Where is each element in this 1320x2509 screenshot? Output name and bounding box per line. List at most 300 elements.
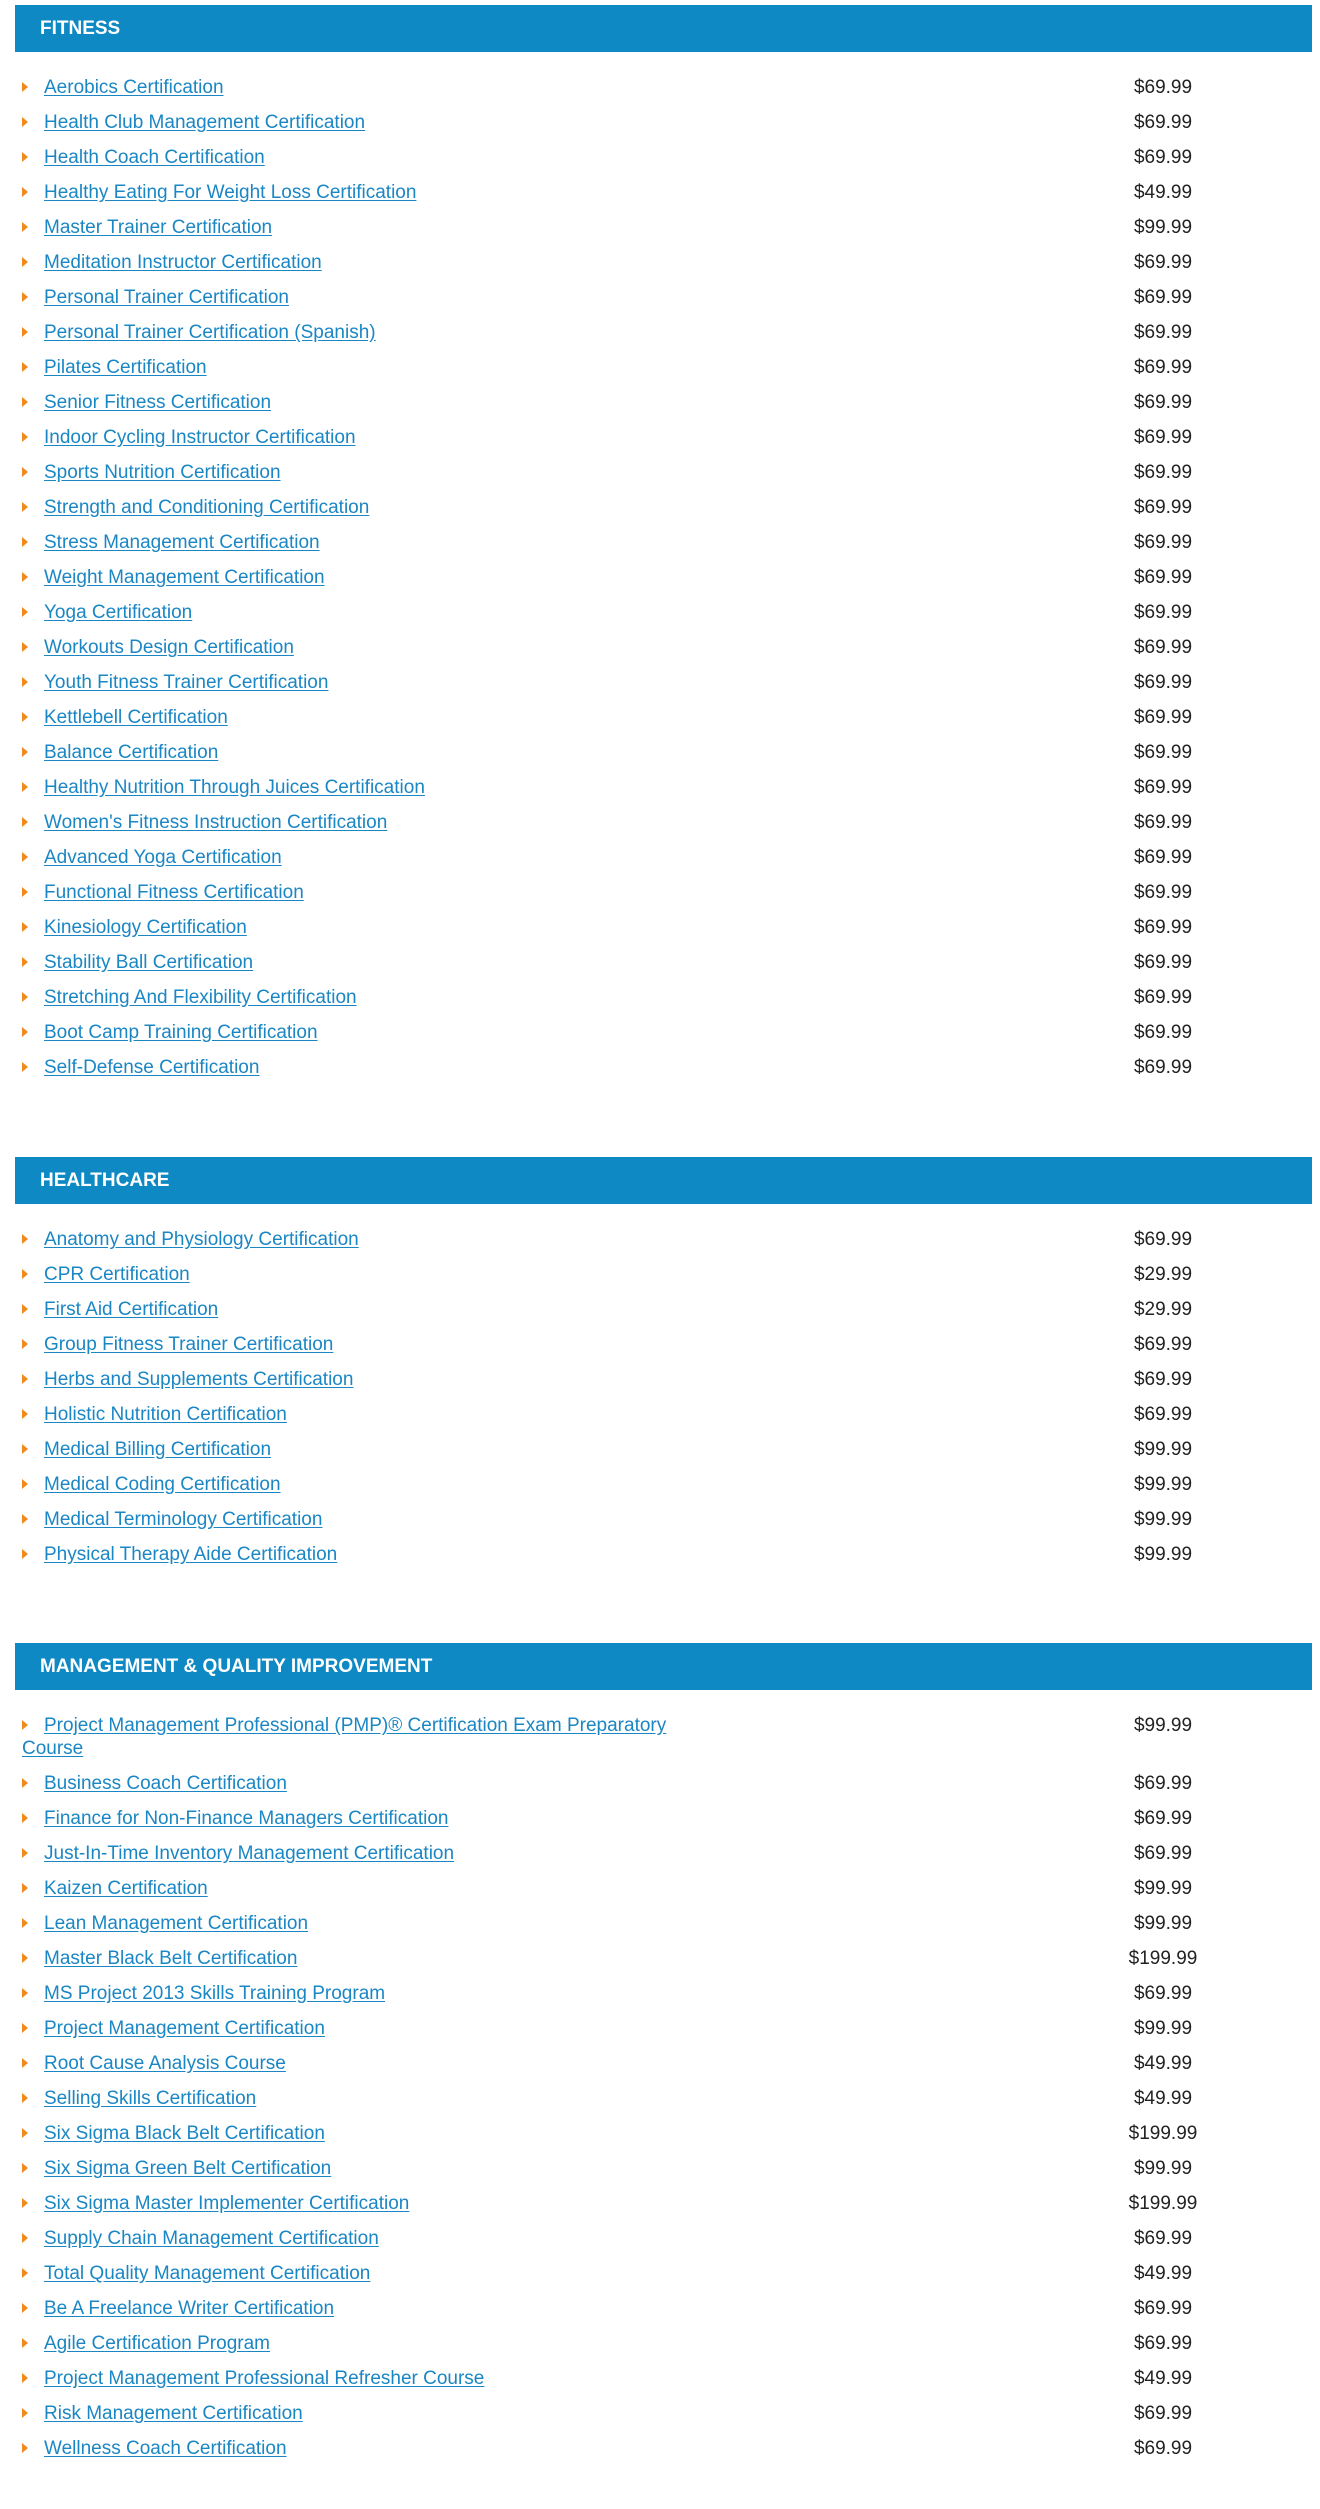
course-row bbox=[0, 1397, 1320, 1432]
course-link[interactable]: Healthy Eating For Weight Loss Certification bbox=[44, 182, 417, 203]
course-price: $99.99 bbox=[1133, 1439, 1193, 1460]
course-name-cell bbox=[0, 1537, 705, 1566]
course-row bbox=[0, 2326, 1320, 2361]
course-name-cell bbox=[0, 700, 705, 729]
course-row bbox=[0, 945, 1320, 980]
course-row bbox=[0, 1906, 1320, 1941]
course-price: $69.99 bbox=[1133, 287, 1193, 308]
course-price: $99.99 bbox=[1133, 1474, 1193, 1495]
course-name-cell bbox=[0, 1976, 705, 2005]
bullet-arrow-icon bbox=[22, 607, 28, 617]
course-price: $69.99 bbox=[1133, 2438, 1193, 2459]
bullet-arrow-icon bbox=[22, 2443, 28, 2453]
course-link[interactable]: Six Sigma Green Belt Certification bbox=[44, 2158, 332, 2179]
course-name-cell bbox=[0, 1432, 705, 1461]
course-price: $99.99 bbox=[1133, 1913, 1193, 1934]
course-price: $49.99 bbox=[1133, 2053, 1193, 2074]
course-price: $49.99 bbox=[1133, 2088, 1193, 2109]
course-row bbox=[0, 2361, 1320, 2396]
course-row bbox=[0, 105, 1320, 140]
course-name-cell bbox=[0, 2291, 705, 2320]
course-price: $69.99 bbox=[1133, 637, 1193, 658]
course-name-cell bbox=[0, 2186, 705, 2215]
course-row bbox=[0, 1537, 1320, 1572]
course-name-cell bbox=[0, 630, 705, 659]
course-name-cell bbox=[0, 945, 705, 974]
course-row bbox=[0, 2046, 1320, 2081]
bullet-arrow-icon bbox=[22, 712, 28, 722]
course-link[interactable]: Medical Terminology Certification bbox=[44, 1509, 323, 1530]
course-name-cell bbox=[0, 350, 705, 379]
course-name-cell bbox=[0, 735, 705, 764]
bullet-arrow-icon bbox=[22, 2373, 28, 2383]
course-name-cell bbox=[0, 1941, 705, 1970]
course-price: $69.99 bbox=[1133, 742, 1193, 763]
course-link[interactable]: Medical Coding Certification bbox=[44, 1474, 281, 1495]
section-header: FITNESS bbox=[15, 5, 1312, 52]
bullet-arrow-icon bbox=[22, 782, 28, 792]
course-row bbox=[0, 2396, 1320, 2431]
course-price: $69.99 bbox=[1133, 567, 1193, 588]
course-name-cell bbox=[0, 595, 705, 624]
course-name-cell bbox=[0, 1257, 705, 1286]
course-link[interactable]: Kettlebell Certification bbox=[44, 707, 228, 728]
course-row bbox=[0, 1050, 1320, 1085]
bullet-arrow-icon bbox=[22, 1062, 28, 1072]
course-row bbox=[0, 175, 1320, 210]
course-name-cell bbox=[0, 70, 705, 99]
course-row bbox=[0, 1766, 1320, 1801]
course-name-cell bbox=[0, 525, 705, 554]
course-price: $69.99 bbox=[1133, 77, 1193, 98]
course-price: $99.99 bbox=[1133, 217, 1193, 238]
course-name-cell bbox=[0, 2046, 705, 2075]
course-name-cell bbox=[0, 210, 705, 239]
course-list bbox=[0, 1222, 1320, 1572]
course-name-cell bbox=[0, 105, 705, 134]
course-link[interactable]: Anatomy and Physiology Certification bbox=[44, 1229, 359, 1250]
course-price: $69.99 bbox=[1133, 1369, 1193, 1390]
course-list bbox=[0, 70, 1320, 1085]
course-row bbox=[0, 1976, 1320, 2011]
section-header: MANAGEMENT & QUALITY IMPROVEMENT bbox=[15, 1643, 1312, 1690]
course-name-cell bbox=[0, 1397, 705, 1426]
course-link[interactable]: Sports Nutrition Certification bbox=[44, 462, 281, 483]
bullet-arrow-icon bbox=[22, 887, 28, 897]
course-name-cell bbox=[0, 875, 705, 904]
course-link[interactable]: Kinesiology Certification bbox=[44, 917, 247, 938]
bullet-arrow-icon bbox=[22, 2338, 28, 2348]
course-row bbox=[0, 735, 1320, 770]
course-name-cell bbox=[0, 1362, 705, 1391]
course-row bbox=[0, 1222, 1320, 1257]
course-link[interactable]: Health Coach Certification bbox=[44, 147, 265, 168]
course-row bbox=[0, 2011, 1320, 2046]
course-row bbox=[0, 1941, 1320, 1976]
course-row bbox=[0, 560, 1320, 595]
course-link[interactable]: Senior Fitness Certification bbox=[44, 392, 272, 413]
course-price: $69.99 bbox=[1133, 1808, 1193, 1829]
course-link[interactable]: Holistic Nutrition Certification bbox=[44, 1404, 287, 1425]
bullet-arrow-icon bbox=[22, 2198, 28, 2208]
course-row bbox=[0, 595, 1320, 630]
bullet-arrow-icon bbox=[22, 1234, 28, 1244]
course-price: $69.99 bbox=[1133, 252, 1193, 273]
bullet-arrow-icon bbox=[22, 2023, 28, 2033]
bullet-arrow-icon bbox=[22, 292, 28, 302]
course-row bbox=[0, 1708, 1320, 1766]
bullet-arrow-icon bbox=[22, 1027, 28, 1037]
bullet-arrow-icon bbox=[22, 2163, 28, 2173]
bullet-arrow-icon bbox=[22, 432, 28, 442]
course-name-cell bbox=[0, 1871, 705, 1900]
bullet-arrow-icon bbox=[22, 2233, 28, 2243]
course-row bbox=[0, 840, 1320, 875]
bullet-arrow-icon bbox=[22, 1304, 28, 1314]
course-name-cell bbox=[0, 980, 705, 1009]
course-link[interactable]: Six Sigma Master Implementer Certification bbox=[44, 2193, 410, 2214]
course-link[interactable]: Self-Defense Certification bbox=[44, 1057, 260, 1078]
bullet-arrow-icon bbox=[22, 1720, 28, 1730]
course-row bbox=[0, 2256, 1320, 2291]
course-row bbox=[0, 2186, 1320, 2221]
course-link[interactable]: Strength and Conditioning Certification bbox=[44, 497, 370, 518]
course-link[interactable]: Herbs and Supplements Certification bbox=[44, 1369, 354, 1390]
course-link[interactable]: Yoga Certification bbox=[44, 602, 193, 623]
bullet-arrow-icon bbox=[22, 327, 28, 337]
course-row bbox=[0, 210, 1320, 245]
course-link[interactable]: Supply Chain Management Certification bbox=[44, 2228, 379, 2249]
course-price: $49.99 bbox=[1133, 2263, 1193, 2284]
course-price: $69.99 bbox=[1133, 2298, 1193, 2319]
course-link[interactable]: Aerobics Certification bbox=[44, 77, 224, 98]
bullet-arrow-icon bbox=[22, 852, 28, 862]
bullet-arrow-icon bbox=[22, 1778, 28, 1788]
course-name-cell bbox=[0, 2221, 705, 2250]
course-link[interactable]: Project Management Certification bbox=[44, 2018, 325, 2039]
course-row bbox=[0, 1432, 1320, 1467]
course-link[interactable]: Business Coach Certification bbox=[44, 1773, 287, 1794]
course-price: $69.99 bbox=[1133, 112, 1193, 133]
course-link[interactable]: Risk Management Certification bbox=[44, 2403, 303, 2424]
bullet-arrow-icon bbox=[22, 502, 28, 512]
bullet-arrow-icon bbox=[22, 957, 28, 967]
course-name-cell bbox=[0, 1050, 705, 1079]
bullet-arrow-icon bbox=[22, 2268, 28, 2278]
course-row bbox=[0, 1257, 1320, 1292]
bullet-arrow-icon bbox=[22, 1988, 28, 1998]
course-name-cell bbox=[0, 2011, 705, 2040]
course-row bbox=[0, 1362, 1320, 1397]
course-price: $69.99 bbox=[1133, 1022, 1193, 1043]
course-name-cell bbox=[0, 2431, 705, 2460]
course-price: $69.99 bbox=[1133, 2403, 1193, 2424]
course-link[interactable]: Stretching And Flexibility Certification bbox=[44, 987, 357, 1008]
bullet-arrow-icon bbox=[22, 1339, 28, 1349]
bullet-arrow-icon bbox=[22, 1883, 28, 1893]
course-link[interactable]: Workouts Design Certification bbox=[44, 637, 294, 658]
course-name-cell bbox=[0, 1836, 705, 1865]
course-price: $69.99 bbox=[1133, 707, 1193, 728]
course-link[interactable]: Lean Management Certification bbox=[44, 1913, 309, 1934]
course-list bbox=[0, 1708, 1320, 2466]
course-name-cell bbox=[0, 280, 705, 309]
bullet-arrow-icon bbox=[22, 117, 28, 127]
bullet-arrow-icon bbox=[22, 922, 28, 932]
bullet-arrow-icon bbox=[22, 817, 28, 827]
course-price: $49.99 bbox=[1133, 182, 1193, 203]
bullet-arrow-icon bbox=[22, 222, 28, 232]
course-price: $69.99 bbox=[1133, 532, 1193, 553]
course-name-cell bbox=[0, 1906, 705, 1935]
course-price: $69.99 bbox=[1133, 1983, 1193, 2004]
course-price: $99.99 bbox=[1133, 1878, 1193, 1899]
course-name-cell bbox=[0, 2361, 705, 2390]
course-row bbox=[0, 280, 1320, 315]
course-row bbox=[0, 2081, 1320, 2116]
course-row bbox=[0, 2151, 1320, 2186]
course-link[interactable]: Functional Fitness Certification bbox=[44, 882, 304, 903]
course-price: $69.99 bbox=[1133, 392, 1193, 413]
course-name-cell bbox=[0, 2081, 705, 2110]
course-price: $69.99 bbox=[1133, 1404, 1193, 1425]
bullet-arrow-icon bbox=[22, 1848, 28, 1858]
course-row bbox=[0, 2221, 1320, 2256]
bullet-arrow-icon bbox=[22, 992, 28, 1002]
course-price: $29.99 bbox=[1133, 1299, 1193, 1320]
course-link[interactable]: Wellness Coach Certification bbox=[44, 2438, 287, 2459]
course-price: $69.99 bbox=[1133, 322, 1193, 343]
course-row bbox=[0, 140, 1320, 175]
course-name-cell bbox=[0, 1222, 705, 1251]
course-link[interactable]: Indoor Cycling Instructor Certification bbox=[44, 427, 356, 448]
course-row bbox=[0, 630, 1320, 665]
bullet-arrow-icon bbox=[22, 2058, 28, 2068]
course-name-cell bbox=[0, 245, 705, 274]
course-row bbox=[0, 1836, 1320, 1871]
course-price: $99.99 bbox=[1133, 1509, 1193, 1530]
course-row bbox=[0, 1467, 1320, 1502]
course-name-cell bbox=[0, 140, 705, 169]
bullet-arrow-icon bbox=[22, 1444, 28, 1454]
bullet-arrow-icon bbox=[22, 152, 28, 162]
course-price: $49.99 bbox=[1133, 2368, 1193, 2389]
course-link[interactable]: Advanced Yoga Certification bbox=[44, 847, 282, 868]
course-link[interactable]: Medical Billing Certification bbox=[44, 1439, 272, 1460]
course-link[interactable]: Weight Management Certification bbox=[44, 567, 325, 588]
bullet-arrow-icon bbox=[22, 1953, 28, 1963]
course-price: $69.99 bbox=[1133, 847, 1193, 868]
course-name-cell bbox=[0, 840, 705, 869]
bullet-arrow-icon bbox=[22, 2303, 28, 2313]
section-header: HEALTHCARE bbox=[15, 1157, 1312, 1204]
course-link[interactable]: Master Trainer Certification bbox=[44, 217, 273, 238]
course-price: $69.99 bbox=[1133, 882, 1193, 903]
course-price: $69.99 bbox=[1133, 147, 1193, 168]
course-price: $199.99 bbox=[1128, 1948, 1198, 1969]
course-row bbox=[0, 1801, 1320, 1836]
course-link[interactable]: Kaizen Certification bbox=[44, 1878, 208, 1899]
course-name-cell bbox=[0, 455, 705, 484]
bullet-arrow-icon bbox=[22, 82, 28, 92]
course-link[interactable]: MS Project 2013 Skills Training Program bbox=[44, 1983, 386, 2004]
bullet-arrow-icon bbox=[22, 1549, 28, 1559]
course-row bbox=[0, 770, 1320, 805]
course-link[interactable]: Boot Camp Training Certification bbox=[44, 1022, 318, 1043]
course-name-cell bbox=[0, 910, 705, 939]
course-link[interactable]: Finance for Non-Finance Managers Certification bbox=[44, 1808, 449, 1829]
course-link[interactable]: Master Black Belt Certification bbox=[44, 1948, 298, 1969]
course-row bbox=[0, 350, 1320, 385]
course-name-cell bbox=[0, 1766, 705, 1795]
course-price: $69.99 bbox=[1133, 1843, 1193, 1864]
course-link[interactable]: Personal Trainer Certification (Spanish) bbox=[44, 322, 376, 343]
bullet-arrow-icon bbox=[22, 362, 28, 372]
course-row bbox=[0, 980, 1320, 1015]
course-link[interactable]: Healthy Nutrition Through Juices Certification bbox=[44, 777, 425, 798]
bullet-arrow-icon bbox=[22, 187, 28, 197]
course-link[interactable]: Meditation Instructor Certification bbox=[44, 252, 322, 273]
course-link[interactable]: Health Club Management Certification bbox=[44, 112, 366, 133]
course-row bbox=[0, 2291, 1320, 2326]
course-link[interactable]: Be A Freelance Writer Certification bbox=[44, 2298, 335, 2319]
course-name-cell bbox=[0, 2256, 705, 2285]
course-price: $69.99 bbox=[1133, 987, 1193, 1008]
course-price: $69.99 bbox=[1133, 357, 1193, 378]
course-name-cell bbox=[0, 560, 705, 589]
course-name-cell bbox=[0, 1708, 705, 1760]
course-price: $99.99 bbox=[1133, 1715, 1193, 1736]
bullet-arrow-icon bbox=[22, 2093, 28, 2103]
course-name-cell bbox=[0, 1292, 705, 1321]
bullet-arrow-icon bbox=[22, 1409, 28, 1419]
course-name-cell bbox=[0, 2396, 705, 2425]
course-name-cell bbox=[0, 385, 705, 414]
course-link[interactable]: Total Quality Management Certification bbox=[44, 2263, 371, 2284]
course-name-cell bbox=[0, 805, 705, 834]
bullet-arrow-icon bbox=[22, 747, 28, 757]
course-row bbox=[0, 420, 1320, 455]
course-price: $199.99 bbox=[1128, 2123, 1198, 2144]
course-link[interactable]: Stability Ball Certification bbox=[44, 952, 254, 973]
course-price: $69.99 bbox=[1133, 462, 1193, 483]
course-row bbox=[0, 385, 1320, 420]
bullet-arrow-icon bbox=[22, 1374, 28, 1384]
course-link[interactable]: Physical Therapy Aide Certification bbox=[44, 1544, 338, 1565]
bullet-arrow-icon bbox=[22, 677, 28, 687]
course-name-cell bbox=[0, 175, 705, 204]
bullet-arrow-icon bbox=[22, 1479, 28, 1489]
course-name-cell bbox=[0, 490, 705, 519]
course-row bbox=[0, 805, 1320, 840]
course-link[interactable]: Project Management Professional Refresher Course bbox=[44, 2368, 485, 2389]
course-price: $69.99 bbox=[1133, 1773, 1193, 1794]
course-row bbox=[0, 2431, 1320, 2466]
course-price: $69.99 bbox=[1133, 602, 1193, 623]
course-row bbox=[0, 700, 1320, 735]
course-name-cell bbox=[0, 420, 705, 449]
course-price: $69.99 bbox=[1133, 1334, 1193, 1355]
course-price: $29.99 bbox=[1133, 1264, 1193, 1285]
course-row bbox=[0, 1327, 1320, 1362]
bullet-arrow-icon bbox=[22, 2408, 28, 2418]
course-price: $69.99 bbox=[1133, 2333, 1193, 2354]
course-link[interactable]: Just-In-Time Inventory Management Certification bbox=[44, 1843, 455, 1864]
course-link[interactable]: Women's Fitness Instruction Certification bbox=[44, 812, 388, 833]
course-price: $69.99 bbox=[1133, 497, 1193, 518]
course-price: $69.99 bbox=[1133, 917, 1193, 938]
course-row bbox=[0, 245, 1320, 280]
course-row bbox=[0, 1502, 1320, 1537]
course-name-cell bbox=[0, 2116, 705, 2145]
bullet-arrow-icon bbox=[22, 1514, 28, 1524]
bullet-arrow-icon bbox=[22, 537, 28, 547]
course-row bbox=[0, 1015, 1320, 1050]
bullet-arrow-icon bbox=[22, 397, 28, 407]
course-price: $69.99 bbox=[1133, 952, 1193, 973]
bullet-arrow-icon bbox=[22, 1918, 28, 1928]
course-name-cell bbox=[0, 1327, 705, 1356]
bullet-arrow-icon bbox=[22, 1269, 28, 1279]
course-price: $69.99 bbox=[1133, 1057, 1193, 1078]
course-link[interactable]: First Aid Certification bbox=[44, 1299, 219, 1320]
course-name-cell bbox=[0, 1015, 705, 1044]
course-name-cell bbox=[0, 315, 705, 344]
bullet-arrow-icon bbox=[22, 642, 28, 652]
course-row bbox=[0, 1292, 1320, 1327]
course-link[interactable]: Project Management Professional (PMP)® Certification Exam Preparatory Course bbox=[22, 1715, 667, 1759]
course-row bbox=[0, 490, 1320, 525]
course-price: $99.99 bbox=[1133, 2158, 1193, 2179]
course-row bbox=[0, 70, 1320, 105]
course-name-cell bbox=[0, 770, 705, 799]
course-price: $69.99 bbox=[1133, 1229, 1193, 1250]
course-name-cell bbox=[0, 1502, 705, 1531]
course-name-cell bbox=[0, 665, 705, 694]
course-row bbox=[0, 875, 1320, 910]
course-link[interactable]: Group Fitness Trainer Certification bbox=[44, 1334, 334, 1355]
course-row bbox=[0, 910, 1320, 945]
course-name-cell bbox=[0, 2326, 705, 2355]
course-link[interactable]: Selling Skills Certification bbox=[44, 2088, 257, 2109]
course-link[interactable]: Root Cause Analysis Course bbox=[44, 2053, 286, 2074]
course-row bbox=[0, 1871, 1320, 1906]
course-name-cell bbox=[0, 2151, 705, 2180]
course-link[interactable]: CPR Certification bbox=[44, 1264, 190, 1285]
course-name-cell bbox=[0, 1801, 705, 1830]
course-link[interactable]: Personal Trainer Certification bbox=[44, 287, 289, 308]
course-link[interactable]: Agile Certification Program bbox=[44, 2333, 270, 2354]
course-link[interactable]: Balance Certification bbox=[44, 742, 219, 763]
course-row bbox=[0, 665, 1320, 700]
course-link[interactable]: Six Sigma Black Belt Certification bbox=[44, 2123, 325, 2144]
bullet-arrow-icon bbox=[22, 572, 28, 582]
course-link[interactable]: Youth Fitness Trainer Certification bbox=[44, 672, 329, 693]
bullet-arrow-icon bbox=[22, 1813, 28, 1823]
course-price: $199.99 bbox=[1128, 2193, 1198, 2214]
bullet-arrow-icon bbox=[22, 2128, 28, 2138]
course-link[interactable]: Stress Management Certification bbox=[44, 532, 320, 553]
course-row bbox=[0, 315, 1320, 350]
course-price: $69.99 bbox=[1133, 2228, 1193, 2249]
course-price: $69.99 bbox=[1133, 427, 1193, 448]
course-price: $99.99 bbox=[1133, 1544, 1193, 1565]
course-price: $69.99 bbox=[1133, 812, 1193, 833]
course-name-cell bbox=[0, 1467, 705, 1496]
course-price: $69.99 bbox=[1133, 777, 1193, 798]
course-link[interactable]: Pilates Certification bbox=[44, 357, 207, 378]
course-price: $99.99 bbox=[1133, 2018, 1193, 2039]
